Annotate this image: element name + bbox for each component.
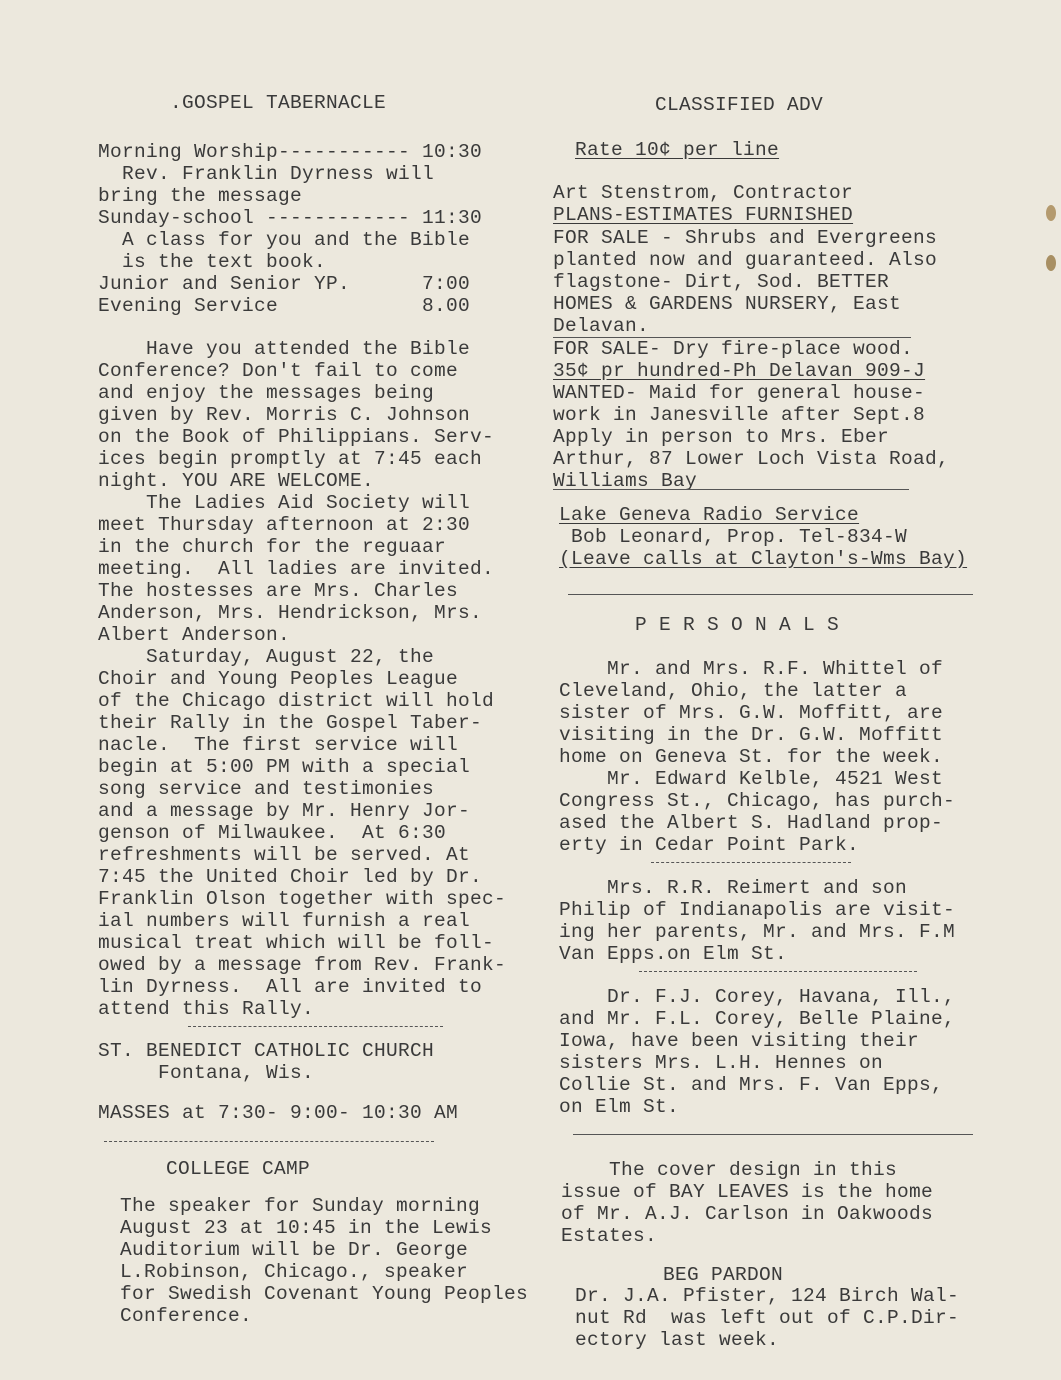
text-line: visiting in the Dr. G.W. Moffitt xyxy=(559,724,944,746)
text-line: of Mr. A.J. Carlson in Oakwoods xyxy=(561,1203,934,1225)
text-line: PLANS-ESTIMATES FURNISHED xyxy=(553,204,854,226)
text-line: ased the Albert S. Hadland prop- xyxy=(559,812,944,834)
schedule-line: A class for you and the Bible xyxy=(98,229,471,251)
text-line: Albert Anderson. xyxy=(98,624,291,646)
schedule-line: Junior and Senior YP. 7:00 xyxy=(98,273,471,295)
text-line: Dr. F.J. Corey, Havana, Ill., xyxy=(559,986,956,1008)
text-line: ectory last week. xyxy=(575,1329,780,1351)
schedule-line: bring the message xyxy=(98,185,303,207)
text-line: Mr. and Mrs. R.F. Whittel of xyxy=(559,658,944,680)
text-line: ial numbers will furnish a real xyxy=(98,910,471,932)
text-line: Delavan. xyxy=(553,315,650,337)
text-line: Bob Leonard, Prop. Tel-834-W xyxy=(559,526,908,548)
text-line: and a message by Mr. Henry Jor- xyxy=(98,800,471,822)
text-line: Dr. J.A. Pfister, 124 Birch Wal- xyxy=(575,1285,960,1307)
text-line: ices begin promptly at 7:45 each xyxy=(98,448,483,470)
text-line: and enjoy the messages being xyxy=(98,382,435,404)
section-divider xyxy=(568,594,973,595)
text-line: Art Stenstrom, Contractor xyxy=(553,182,854,204)
text-line: night. YOU ARE WELCOME. xyxy=(98,470,375,492)
text-line: ing her parents, Mr. and Mrs. F.M xyxy=(559,921,956,943)
text-line: Saturday, August 22, the xyxy=(98,646,435,668)
college-camp-heading: COLLEGE CAMP xyxy=(166,1158,311,1180)
binder-hole-mark xyxy=(1046,255,1056,271)
schedule-line: Rev. Franklin Dyrness will xyxy=(98,163,435,185)
text-line: The Ladies Aid Society will xyxy=(98,492,471,514)
text-line: FOR SALE- Dry fire-place wood. xyxy=(553,338,914,360)
personals-heading: P E R S O N A L S xyxy=(635,614,840,636)
text-line: their Rally in the Gospel Taber- xyxy=(98,712,483,734)
ad-divider xyxy=(553,489,909,490)
text-line: Anderson, Mrs. Hendrickson, Mrs. xyxy=(98,602,483,624)
text-line: Lake Geneva Radio Service xyxy=(559,504,860,526)
masses-times: MASSES at 7:30- 9:00- 10:30 AM xyxy=(98,1102,459,1124)
text-line: 7:45 the United Choir led by Dr. xyxy=(98,866,483,888)
text-line: Apply in person to Mrs. Eber xyxy=(553,426,890,448)
text-line: 35¢ pr hundred-Ph Delavan 909-J xyxy=(553,360,926,382)
text-line: musical treat which will be foll- xyxy=(98,932,495,954)
section-divider xyxy=(188,1026,443,1027)
text-line: Williams Bay xyxy=(553,470,698,492)
schedule-line: Morning Worship----------- 10:30 xyxy=(98,141,483,163)
schedule-line: Evening Service 8.00 xyxy=(98,295,471,317)
item-divider xyxy=(639,971,917,972)
text-line: on Elm St. xyxy=(559,1096,680,1118)
text-line: refreshments will be served. At xyxy=(98,844,471,866)
text-line: lin Dyrness. All are invited to xyxy=(98,976,483,998)
item-divider xyxy=(651,862,851,863)
text-line: meet Thursday afternoon at 2:30 xyxy=(98,514,471,536)
text-line: song service and testimonies xyxy=(98,778,435,800)
text-line: owed by a message from Rev. Frank- xyxy=(98,954,507,976)
text-line: Van Epps.on Elm St. xyxy=(559,943,788,965)
text-line: August 23 at 10:45 in the Lewis xyxy=(120,1217,493,1239)
text-line: Choir and Young Peoples League xyxy=(98,668,459,690)
text-line: given by Rev. Morris C. Johnson xyxy=(98,404,471,426)
text-line: The cover design in this xyxy=(561,1159,898,1181)
text-line: Arthur, 87 Lower Loch Vista Road, xyxy=(553,448,950,470)
text-line: Philip of Indianapolis are visit- xyxy=(559,899,956,921)
text-line: Have you attended the Bible xyxy=(98,338,471,360)
text-line: of the Chicago district will hold xyxy=(98,690,495,712)
text-line: FOR SALE - Shrubs and Evergreens xyxy=(553,227,938,249)
text-line: erty in Cedar Point Park. xyxy=(559,834,860,856)
text-line: The speaker for Sunday morning xyxy=(120,1195,481,1217)
text-line: begin at 5:00 PM with a special xyxy=(98,756,471,778)
beg-pardon-heading: BEG PARDON xyxy=(663,1264,784,1286)
schedule-line: Sunday-school ------------ 11:30 xyxy=(98,207,483,229)
text-line: Conference? Don't fail to come xyxy=(98,360,459,382)
text-line: HOMES & GARDENS NURSERY, East xyxy=(553,293,902,315)
st-benedict-location: Fontana, Wis. xyxy=(98,1062,315,1084)
text-line: Conference. xyxy=(120,1305,253,1327)
text-line: home on Geneva St. for the week. xyxy=(559,746,944,768)
text-line: L.Robinson, Chicago., speaker xyxy=(120,1261,469,1283)
text-line: WANTED- Maid for general house- xyxy=(553,382,926,404)
text-line: The hostesses are Mrs. Charles xyxy=(98,580,459,602)
text-line: sister of Mrs. G.W. Moffitt, are xyxy=(559,702,944,724)
text-line: nacle. The first service will xyxy=(98,734,459,756)
schedule-line: is the text book. xyxy=(98,251,327,273)
binder-hole-mark xyxy=(1046,205,1056,221)
text-line: attend this Rally. xyxy=(98,998,315,1020)
text-line: Iowa, have been visiting their xyxy=(559,1030,920,1052)
text-line: planted now and guaranteed. Also xyxy=(553,249,938,271)
gospel-tabernacle-heading: .GOSPEL TABERNACLE xyxy=(170,92,387,114)
text-line: Franklin Olson together with spec- xyxy=(98,888,507,910)
text-line: nut Rd was left out of C.P.Dir- xyxy=(575,1307,960,1329)
classified-heading: CLASSIFIED ADV xyxy=(655,94,824,116)
text-line: in the church for the reguaar xyxy=(98,536,447,558)
text-line: Auditorium will be Dr. George xyxy=(120,1239,469,1261)
rate-line: Rate 10¢ per line xyxy=(575,139,780,161)
text-line: Collie St. and Mrs. F. Van Epps, xyxy=(559,1074,944,1096)
text-line: issue of BAY LEAVES is the home xyxy=(561,1181,934,1203)
text-line: flagstone- Dirt, Sod. BETTER xyxy=(553,271,890,293)
text-line: genson of Milwaukee. At 6:30 xyxy=(98,822,447,844)
text-line: for Swedish Covenant Young Peoples xyxy=(120,1283,529,1305)
text-line: (Leave calls at Clayton's-Wms Bay) xyxy=(559,548,968,570)
st-benedict-heading: ST. BENEDICT CATHOLIC CHURCH xyxy=(98,1040,435,1062)
section-divider xyxy=(573,1134,973,1135)
section-divider xyxy=(104,1141,434,1142)
text-line: Cleveland, Ohio, the latter a xyxy=(559,680,908,702)
text-line: Estates. xyxy=(561,1225,658,1247)
text-line: meeting. All ladies are invited. xyxy=(98,558,495,580)
text-line: sisters Mrs. L.H. Hennes on xyxy=(559,1052,884,1074)
text-line: and Mr. F.L. Corey, Belle Plaine, xyxy=(559,1008,956,1030)
text-line: Congress St., Chicago, has purch- xyxy=(559,790,956,812)
text-line: work in Janesville after Sept.8 xyxy=(553,404,926,426)
text-line: on the Book of Philippians. Serv- xyxy=(98,426,495,448)
text-line: Mrs. R.R. Reimert and son xyxy=(559,877,908,899)
text-line: Mr. Edward Kelble, 4521 West xyxy=(559,768,944,790)
